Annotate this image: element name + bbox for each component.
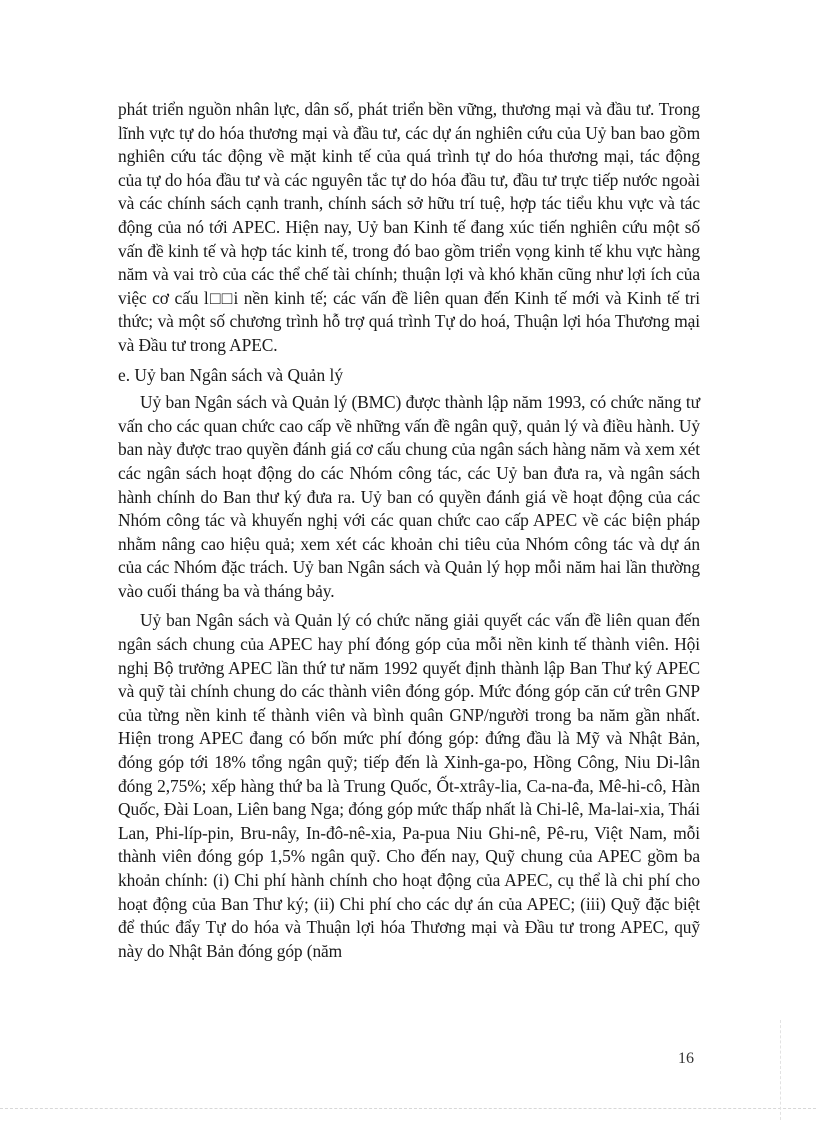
page-right-divider	[780, 1020, 781, 1120]
body-paragraph-1: phát triển nguồn nhân lực, dân số, phát triển bền vững, thương mại và đầu tư. Trong lĩnh vực tự do hóa thương mại và đầu tư, các dự án nghiên cứu của Uỷ ban bao gồm nghiên cứu tác động về mặt kinh tế của quá trình tự do hóa thương mại, tác động của tự do hóa đầu tư và các nguyên tắc tự do hóa đầu tư, đầu tư trực tiếp nước ngoài và các chính sách cạnh tranh, chính sách sở hữu trí tuệ, hợp tác tiểu khu vực và tác động của nó tới APEC. Hiện nay, Uỷ ban Kinh tế đang xúc tiến nghiên cứu một số vấn đề kinh tế và hợp tác kinh tế, trong đó bao gồm triển vọng kinh tế khu vực hàng năm và vai trò của các thể chế tài chính; thuận lợi và khó khăn cũng như lợi ích của việc cơ cấu l□□i nền kinh tế; các vấn đề liên quan đến Kinh tế mới và Kinh tế tri thức; và một số chương trình hỗ trợ quá trình Tự do hoá, Thuận lợi hóa Thương mại và Đầu tư trong APEC.	[118, 99, 700, 355]
section-heading: e. Uỷ ban Ngân sách và Quản lý	[118, 364, 344, 385]
body-paragraph-2: Uỷ ban Ngân sách và Quản lý (BMC) được thành lập năm 1993, có chức năng tư vấn cho các quan chức cao cấp về những vấn đề ngân quỹ, quản lý và điều hành. Uỷ ban này được trao quyền đánh giá cơ cấu chung của ngân sách hàng năm và xem xét các ngân sách hoạt động do các Nhóm công tác, các Uỷ ban đưa ra, và ngân sách hành chính do Ban thư ký đưa ra. Uỷ ban có quyền đánh giá về hoạt động của các Nhóm công tác và khuyến nghị với các quan chức cao cấp APEC về các biện pháp nhằm nâng cao hiệu quả; xem xét các khoản chi tiêu của Nhóm công tác và dự án của các Nhóm đặc trách. Uỷ ban Ngân sách và Quản lý họp mỗi năm hai lần thường vào cuối tháng ba và tháng bảy.	[118, 392, 700, 601]
body-paragraph-3: Uỷ ban Ngân sách và Quản lý có chức năng giải quyết các vấn đề liên quan đến ngân sách chung của APEC hay phí đóng góp của mỗi nền kinh tế thành viên. Hội nghị Bộ trưởng APEC lần thứ tư năm 1992 quyết định thành lập Ban Thư ký APEC và quỹ tài chính chung do các thành viên đóng góp. Mức đóng góp căn cứ trên GNP của từng nền kinh tế thành viên và bình quân GNP/người trong ba năm gần nhất. Hiện trong APEC đang có bốn mức phí đóng góp: đứng đầu là Mỹ và Nhật Bản, đóng góp tới 18% tổng ngân quỹ; tiếp đến là Xinh-ga-po, Hồng Công, Niu Di-lân đóng 2,75%; xếp hàng thứ ba là Trung Quốc, Ốt-xtrây-lia, Ca-na-đa, Mê-hi-cô, Hàn Quốc, Đài Loan, Liên bang Nga; đóng góp mức thấp nhất là Chi-lê, Ma-lai-xia, Thái Lan, Phi-líp-pin, Bru-nây, In-đô-nê-xia, Pa-pua Niu Ghi-nê, Pê-ru, Việt Nam, mỗi thành viên đóng góp 1,5% ngân quỹ. Cho đến nay, Quỹ chung của APEC gồm ba khoản chính: (i) Chi phí hành chính cho hoạt động của APEC, cụ thể là chi phí cho hoạt động của Ban Thư ký; (ii) Chi phí cho các dự án của APEC; (iii) Quỹ đặc biệt để thúc đẩy Tự do hóa và Thuận lợi hóa Thương mại và Đầu tư trong APEC, quỹ này do Nhật Bản đóng góp (năm	[118, 610, 700, 961]
page-bottom-divider	[0, 1108, 816, 1109]
document-page	[118, 98, 700, 963]
page-number: 16	[678, 1050, 694, 1067]
